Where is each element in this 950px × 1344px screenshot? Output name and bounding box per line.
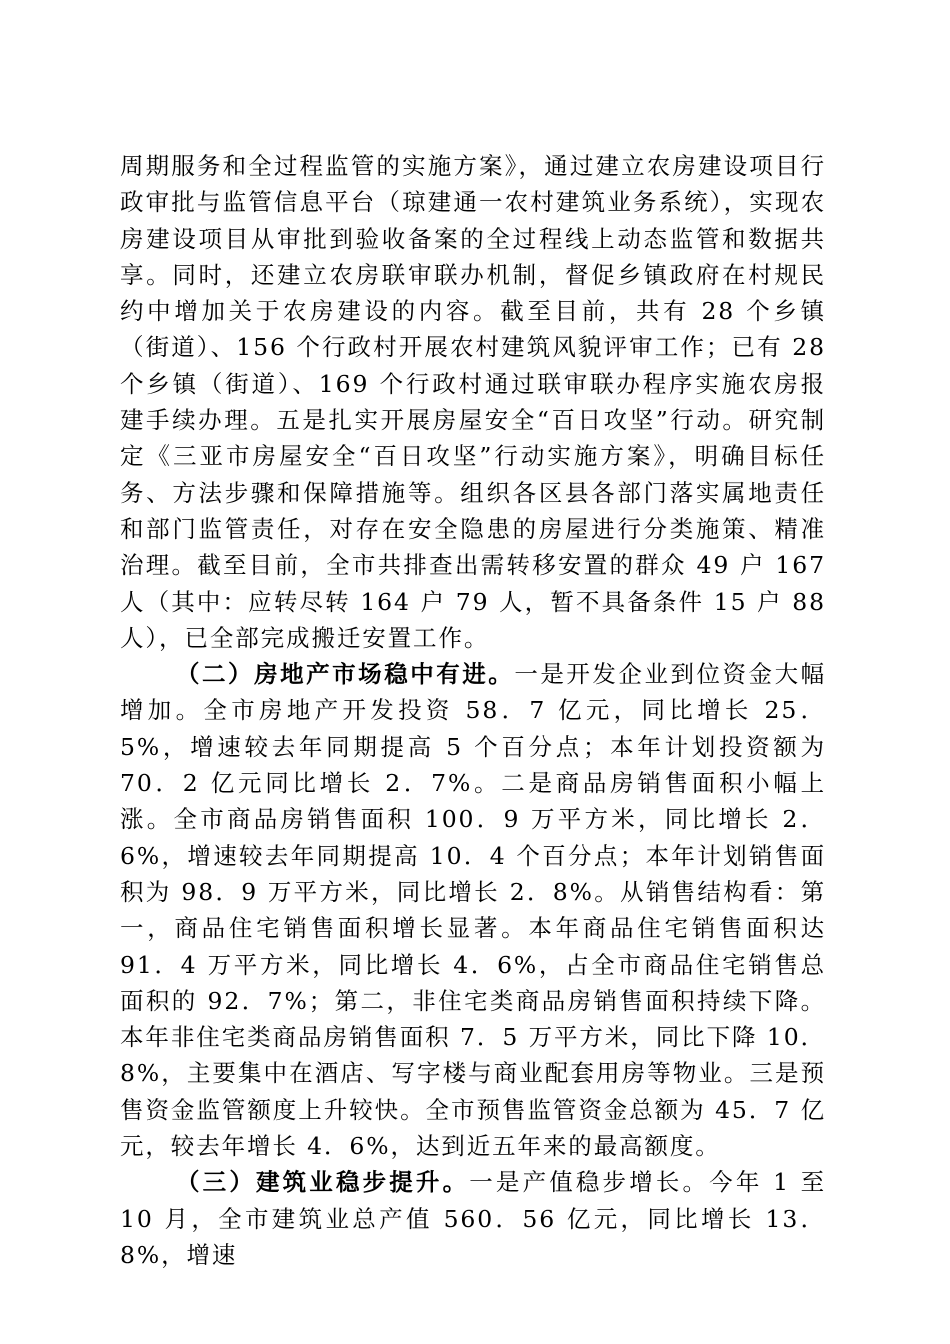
paragraph-real-estate (120, 656, 826, 1164)
paragraph-continued (120, 148, 826, 656)
body-text (120, 148, 826, 1273)
paragraph-construction (120, 1164, 826, 1273)
paragraph-text: 一是产值稳步增长。今年 1 至 10 月，全市建筑业总产值 560．56 亿元，同比增长 13．8%，增速 (120, 1168, 826, 1269)
paragraph-text: 周期服务和全过程监管的实施方案》，通过建立农房建设项目行政审批与监管信息平台（琼建通一农村建筑业务系统），实现农房建设项目从审批到验收备案的全过程线上动态监管和数据共享。同时，还建立农房联审联办机制，督促乡镇政府在村规民约中增加关于农房建设的内容。截至目前，共有 28 个乡镇（街道）、156 个行政村开展农村建筑风貌评审工作；已有 28 个乡镇（街道）、169 个行政村通过联审联办程序实施农房报建手续办理。五是扎实开展房屋安全“百日攻坚”行动。研究制定《三亚市房屋安全“百日攻坚”行动实施方案》，明确目标任务、方法步骤和保障措施等。组织各区县各部门落实属地责任和部门监管责任，对存在安全隐患的房屋进行分类施策、精准治理。截至目前，全市共排查出需转移安置的群众 49 户 167 人（其中：应转尽转 164 户 79 人，暂不具备条件 15 户 88 人），已全部完成搬迁安置工作。 (120, 152, 826, 652)
section-heading-construction: （三）建筑业稳步提升。 (176, 1168, 470, 1197)
section-heading-real-estate: （二）房地产市场稳中有进。 (176, 660, 515, 689)
paragraph-text: 一是开发企业到位资金大幅增加。全市房地产开发投资 58．7 亿元，同比增长 25．5%，增速较去年同期提高 5 个百分点；本年计划投资额为 70．2 亿元同比增长 2．7%。二是商品房销售面积小幅上涨。全市商品房销售面积 100．9 万平方米，同比增长 2．6%，增速较去年同期提高 10．4 个百分点；本年计划销售面积为 98．9 万平方米，同比增长 2．8%。从销售结构看：第一，商品住宅销售面积增长显著。本年商品住宅销售面积达 91．4 万平方米，同比增长 4．6%，占全市商品住宅销售总面积的 92．7%；第二，非住宅类商品房销售面积持续下降。本年非住宅类商品房销售面积 7．5 万平方米，同比下降 10．8%，主要集中在酒店、写字楼与商业配套用房等物业。三是预售资金监管额度上升较快。全市预售监管资金总额为 45．7 亿元，较去年增长 4．6%，达到近五年来的最高额度。 (120, 660, 826, 1161)
